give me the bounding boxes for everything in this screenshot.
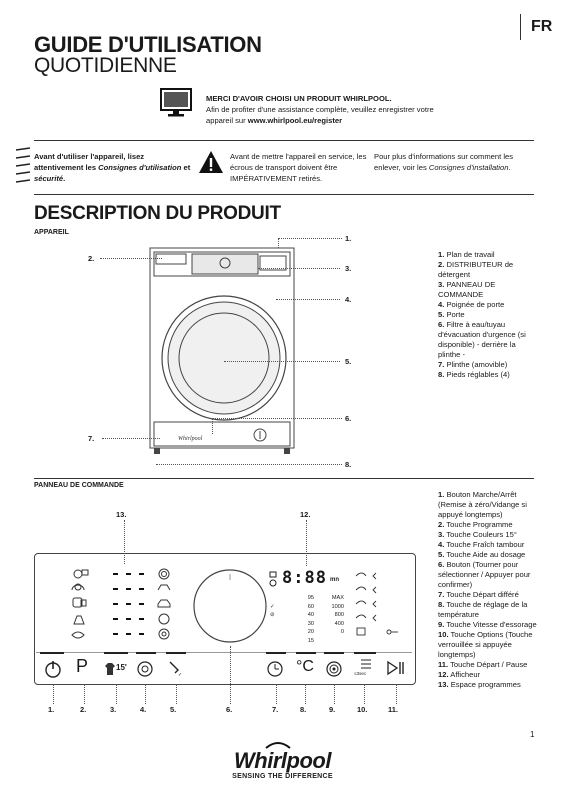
leader-line (212, 418, 213, 434)
status-icons-column: ✓ ⊘ (270, 603, 275, 619)
appliance-callout-7: 7. (88, 434, 95, 443)
appliance-callout-3: 3. (345, 264, 352, 273)
brand-tagline: SENSING THE DIFFERENCE (232, 773, 333, 780)
book-icon (14, 146, 32, 190)
panel-callout-5: 5. (170, 705, 177, 714)
button-indicator (266, 652, 286, 654)
legend-item: 7. Plinthe (amovible) (438, 360, 508, 369)
leader-line (305, 684, 306, 704)
page-number: 1 (530, 730, 535, 739)
panel-callout-1: 1. (48, 705, 55, 714)
legend-item: 4. Touche Fraîch tambour (438, 540, 525, 549)
warning-transport-bolts: Avant de mettre l'appareil en service, les écrous de transport doivent être IMPÉRATIVEMENT retirés. (230, 152, 367, 183)
fifteen-label: 15' (116, 663, 127, 672)
leader-line (100, 258, 162, 259)
legend-item: 2. DISTRIBUTEUR de détergent (438, 260, 514, 279)
page-subtitle: QUOTIDIENNE (34, 54, 177, 77)
panel-callout-2: 2. (80, 705, 87, 714)
leader-line (276, 684, 277, 704)
warning-read-instructions (34, 151, 192, 184)
legend-item: 2. Touche Programme (438, 520, 513, 529)
options-icon (359, 658, 373, 670)
appliance-callout-1: 1. (345, 234, 352, 243)
registration-line1: Afin de profiter d'une assistance complète, veuillez enregistrer votre (206, 105, 434, 114)
warning-triangle-icon (198, 150, 224, 174)
info-text: Pour plus d'informations sur comment les enlever, voir les (374, 152, 514, 172)
button-indicator (296, 652, 316, 654)
section-title: DESCRIPTION DU PRODUIT (34, 203, 281, 224)
monitor-icon (160, 88, 192, 118)
info-text: . (508, 163, 511, 172)
legend-item: 13. Espace programmes (438, 680, 521, 689)
dosing-aid-button[interactable] (166, 658, 188, 678)
leader-line (396, 684, 397, 704)
appliance-callout-2: 2. (88, 254, 95, 263)
panel-callout-13: 13. (116, 510, 127, 519)
legend-item: 11. Touche Départ / Pause (438, 660, 528, 669)
warning-more-info (374, 151, 534, 173)
legend-item: 12. Afficheur (438, 670, 481, 679)
appliance-callout-8: 8. (345, 460, 352, 469)
display-digits: 8:88 (282, 568, 327, 588)
leader-line (364, 684, 365, 704)
warning-text: Avant d'utiliser l'appareil, lisez attentivement les (34, 152, 145, 172)
leader-line (145, 684, 146, 704)
legend-item: 8. Pieds réglables (4) (438, 370, 510, 379)
legend-item: 3. PANNEAU DE COMMANDE (438, 280, 496, 299)
svg-text:Whirlpool: Whirlpool (178, 436, 203, 442)
start-pause-button[interactable] (386, 660, 406, 676)
registration-url[interactable]: www.whirlpool.eu/register (247, 116, 343, 125)
appliance-callout-4: 4. (345, 295, 352, 304)
program-selector-knob[interactable] (190, 566, 270, 646)
leader-line (212, 418, 342, 419)
info-italic: Consignes d'installation (428, 163, 509, 172)
page-title: GUIDE D'UTILISATION (34, 32, 262, 57)
language-tab (520, 14, 561, 40)
legend-item: 1. Bouton Marche/Arrêt (Remise à zéro/Vidange si appuyé longtemps) (438, 490, 527, 519)
leader-line (230, 646, 231, 704)
delay-start-button[interactable] (266, 659, 284, 679)
appliance-callout-6: 6. (345, 414, 352, 423)
button-indicator (166, 652, 186, 654)
legend-item: 3. Touche Couleurs 15° (438, 530, 517, 539)
leader-line (156, 464, 342, 465)
legend-item: 8. Touche de réglage de la température (438, 600, 528, 619)
spin-speed-button[interactable] (324, 659, 344, 679)
leader-line (278, 238, 279, 248)
button-indicator (136, 652, 156, 654)
panel-callout-10: 10. (357, 705, 368, 714)
svg-text:✓: ✓ (178, 672, 183, 678)
divider (34, 194, 534, 195)
legend-item: 1. Plan de travail (438, 250, 495, 259)
panel-callout-6: 6. (226, 705, 233, 714)
warning-italic: Consignes d'utilisation (98, 163, 182, 172)
colours-15-button[interactable] (104, 660, 128, 678)
panel-callout-7: 7. (272, 705, 279, 714)
leader-line (276, 299, 340, 300)
legend-item: 4. Poignée de porte (438, 300, 505, 309)
appliance-callout-5: 5. (345, 357, 352, 366)
spin-column: MAX 1000 800 400 0 (331, 595, 344, 636)
options-area (352, 570, 402, 642)
options-button[interactable] (354, 658, 378, 680)
legend-item: 9. Touche Vitesse d'essorage (438, 620, 537, 629)
button-indicator (324, 652, 344, 654)
shirt-icon (104, 662, 116, 676)
drum-refresh-button[interactable] (136, 660, 154, 678)
brand-logo: Whirlpool (234, 748, 331, 773)
temperature-button[interactable]: °C (296, 658, 314, 675)
panel-callout-4: 4. (140, 705, 147, 714)
washing-machine-illustration (148, 246, 298, 462)
legend-item: 5. Touche Aide au dosage (438, 550, 526, 559)
appliance-legend (438, 250, 538, 380)
registration-heading: MERCI D'AVOIR CHOISI UN PRODUIT WHIRLPOOL. (206, 94, 392, 103)
appliance-label: APPAREIL (34, 229, 69, 236)
leader-line (176, 684, 177, 704)
power-icon (42, 658, 64, 680)
panel-callout-11: 11. (388, 705, 399, 714)
leader-line (278, 238, 342, 239)
legend-item: 5. Porte (438, 310, 465, 319)
program-button[interactable]: P (76, 656, 89, 676)
panel-callout-8: 8. (300, 705, 307, 714)
temperature-column: 95 60 40 30 20 15 (307, 595, 314, 644)
display-unit: mn (330, 577, 339, 583)
control-panel-legend (438, 490, 542, 690)
divider (34, 140, 534, 141)
leader-line (53, 684, 54, 704)
power-button[interactable] (42, 658, 64, 680)
warning-text: . (63, 174, 66, 183)
leader-line (116, 684, 117, 704)
warning-italic: sécurité (34, 174, 64, 183)
display-screen (268, 568, 342, 588)
warning-text: et (181, 163, 191, 172)
language-code: FR (531, 18, 553, 35)
leader-line (258, 268, 340, 269)
registration-note (206, 93, 496, 126)
panel-callout-9: 9. (329, 705, 336, 714)
control-panel-label: PANNEAU DE COMMANDE (34, 482, 124, 489)
panel-callout-3: 3. (110, 705, 117, 714)
button-indicator (40, 652, 64, 654)
program-area (68, 568, 188, 642)
panel-callout-12: 12. (300, 510, 311, 519)
leader-line (224, 361, 340, 362)
legend-item: 6. Filtre à eau/tuyau d'évacuation d'urgence (si disponible) - derrière la plinthe - (438, 320, 526, 359)
divider (34, 478, 534, 479)
lock-label: ≡3sec (354, 671, 367, 676)
button-indicator (354, 652, 376, 654)
leader-line (334, 684, 335, 704)
leader-line (102, 438, 160, 439)
legend-item: 7. Touche Départ différé (438, 590, 519, 599)
legend-item: 10. Touche Options (Touche verrouillée si appuyée longtemps) (438, 630, 533, 659)
button-indicator (104, 652, 128, 654)
leader-line (84, 684, 85, 704)
legend-item: 6. Bouton (Tourner pour sélectionner / Appuyer pour confirmer) (438, 560, 531, 589)
registration-line2: appareil sur (206, 116, 248, 125)
